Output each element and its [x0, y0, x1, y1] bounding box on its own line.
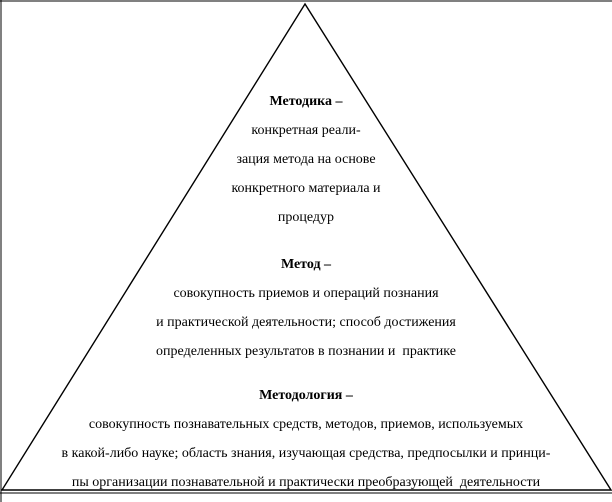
tier-metodika [0, 87, 612, 232]
tier-text-line: процедур [277, 210, 335, 225]
tier-text-line: совокупность приемов и операций познания [173, 286, 439, 301]
tier-text-line: зация метода на основе [236, 152, 376, 167]
tier-text-line: и практической деятельности; способ достижения [156, 315, 456, 330]
tier-title: Методология – [259, 388, 353, 403]
tier-metod [0, 250, 612, 366]
tier-text-line: конкретного материала и [231, 181, 381, 196]
tier-text-line: совокупность познавательных средств, методов, приемов, используемых [88, 417, 524, 432]
tier-text-line: конкретная реали- [251, 123, 361, 138]
tier-text-line: определенных результатов в познании и практике [156, 344, 456, 359]
tier-title: Метод – [280, 257, 332, 272]
tier-title: Методика – [269, 94, 343, 109]
tier-text-line: пы организации познавательной и практически преобразующей деятельности [71, 475, 541, 490]
tier-metodologiya [0, 381, 612, 497]
tier-text-line: в какой-либо науке; область знания, изучающая средства, предпосылки и принци- [61, 446, 551, 461]
